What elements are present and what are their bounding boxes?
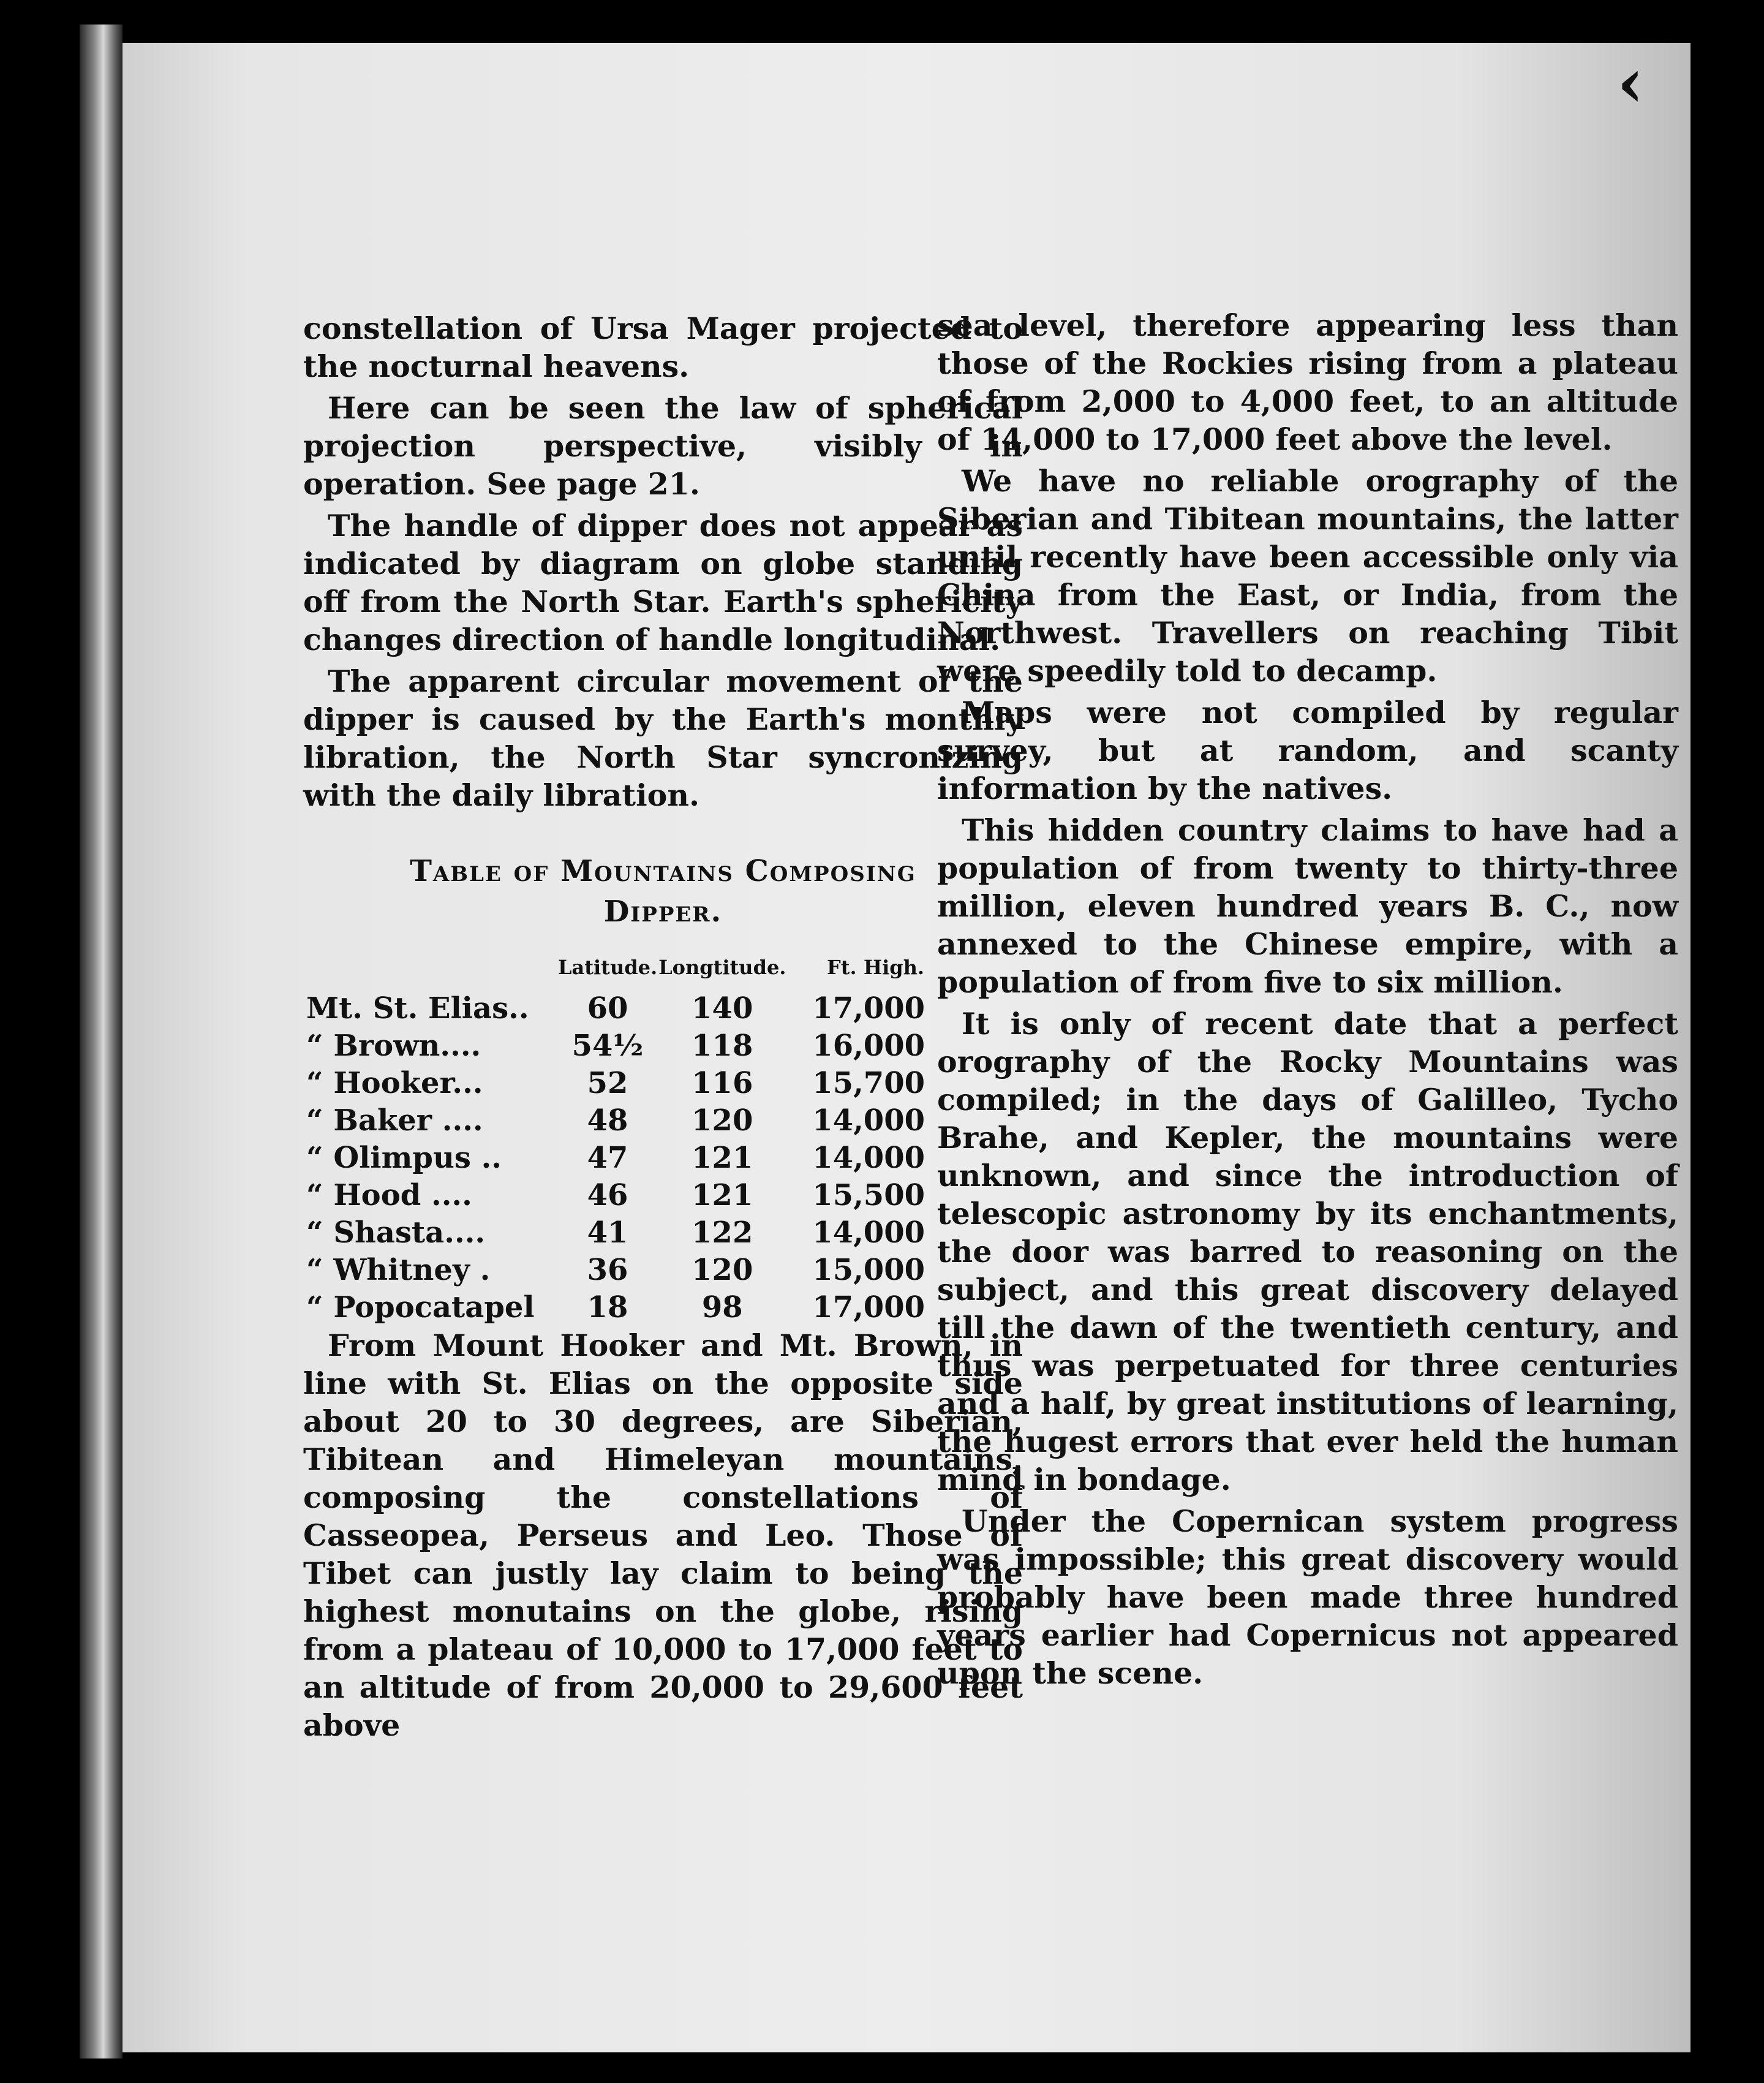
table-row: [306, 1027, 925, 1065]
longitude-cell: 140: [692, 991, 753, 1026]
longitude-cell: 121: [692, 1141, 753, 1175]
table-header-row: [306, 956, 925, 990]
height-cell: 14,000: [812, 1215, 925, 1250]
table-row: [306, 1177, 925, 1214]
mountain-name-cell: “ Brown....: [306, 1029, 481, 1063]
right-paragraph-1: sea level, therefore appearing less than those of the Rockies rising from a plateau of from 2,000 to 4,000 feet, to an altitude of 14,000 to 17,000 feet above the level.: [937, 308, 1678, 457]
mountain-name-cell: “ Olimpus ..: [306, 1141, 502, 1175]
right-paragraph-5: It is only of recent date that a perfect orography of the Rocky Mountains was compiled; in the days of Galilleo, Tycho Brahe, and Kepler, the mountains were unknown, and since the introduction of telescopic astronomy by its enchantments, the door was barred to reasoning on the subject, and this great discovery delayed till the dawn of the twentieth century, and thus was perpetuated for three centuries and a half, by great institutions of learning, the hugest errors that ever held the human mind in bondage.: [937, 1006, 1678, 1497]
table-row: [306, 1252, 925, 1289]
mountain-name-cell: Mt. St. Elias..: [306, 991, 529, 1026]
table-row: [306, 990, 925, 1027]
height-cell: 15,500: [812, 1178, 925, 1212]
longitude-cell: 118: [692, 1029, 753, 1063]
mountain-name-cell: “ Shasta....: [306, 1215, 486, 1250]
mountains-table: [306, 956, 925, 1326]
right-paragraph-3: Maps were not compiled by regular survey, but at random, and scanty information by the natives.: [937, 695, 1678, 806]
latitude-cell: 48: [587, 1103, 628, 1138]
latitude-cell: 52: [587, 1066, 628, 1100]
latitude-cell: 18: [587, 1290, 628, 1325]
left-paragraph-2: Here can be seen the law of spherical projection perspective, visibly in operation. See page 21.: [303, 390, 1023, 502]
height-cell: 17,000: [812, 991, 925, 1026]
table-row: [306, 1214, 925, 1252]
height-cell: 15,000: [812, 1253, 925, 1287]
header-name: [306, 956, 557, 990]
corner-smudge-mark: ‹: [1617, 43, 1644, 122]
book-page: [123, 43, 1691, 2052]
right-paragraph-2: We have no reliable orography of the Siberian and Tibitean mountains, the latter until recently have been accessible only via China from the East, or India, from the Northwest. Travellers on reaching Tibit were speedily told to decamp.: [937, 463, 1678, 689]
longitude-cell: 120: [692, 1253, 753, 1287]
height-cell: 16,000: [812, 1029, 925, 1063]
mountain-name-cell: “ Hood ....: [306, 1178, 472, 1212]
table-title: [303, 851, 1023, 932]
left-paragraph-5: From Mount Hooker and Mt. Brown, in line with St. Elias on the opposite side about 20 to 30 degrees, are Siberian, Tibitean and Himeleyan mountains, composing the constellations of Casseopea, Perseus and Leo. Those of Tibet can justly lay claim to being the highest monutains on the globe, rising from a plateau of 10,000 to 17,000 feet to an altitude of from 20,000 to 29,600 feet above: [303, 1328, 1023, 1743]
header-latitude: Latitude.: [558, 956, 658, 979]
right-paragraph-6: Under the Copernican system progress was impossible; this great discovery would probably have been made three hundred years earlier had Copernicus not appeared upon the scene.: [937, 1503, 1678, 1691]
latitude-cell: 36: [587, 1253, 628, 1287]
table-row: [306, 1065, 925, 1102]
table-body: [306, 990, 925, 1326]
right-paragraph-4: This hidden country claims to have had a population of from twenty to thirty-three million, eleven hundred years B. C., now annexed to the Chinese empire, with a population of from five to six million.: [937, 812, 1678, 1000]
latitude-cell: 47: [587, 1141, 628, 1175]
table-title-line-2: Dipper.: [603, 894, 723, 929]
left-column: [303, 309, 1023, 1748]
height-cell: 14,000: [812, 1103, 925, 1138]
mountain-name-cell: “ Hooker...: [306, 1066, 483, 1100]
longitude-cell: 116: [692, 1066, 753, 1100]
latitude-cell: 41: [587, 1215, 628, 1250]
latitude-cell: 60: [587, 991, 628, 1026]
table-title-line-1: Table of Mountains Composing: [410, 854, 916, 888]
table-row: [306, 1102, 925, 1140]
table-row: [306, 1289, 925, 1326]
mountain-name-cell: “ Whitney .: [306, 1253, 491, 1287]
longitude-cell: 122: [692, 1215, 753, 1250]
right-column: [937, 306, 1678, 1696]
book-spine: [80, 25, 123, 2058]
left-paragraph-4: The apparent circular movement of the dipper is caused by the Earth's monthly libration, the North Star syncronizing with the daily libration.: [303, 663, 1023, 813]
mountain-name-cell: “ Baker ....: [306, 1103, 483, 1138]
longitude-cell: 98: [701, 1290, 743, 1325]
header-height: Ft. High.: [827, 956, 924, 979]
left-paragraph-3: The handle of dipper does not appear as indicated by diagram on globe standing off from the North Star. Earth's sphericity changes direction of handle longitudinal.: [303, 508, 1023, 657]
table-row: [306, 1140, 925, 1177]
longitude-cell: 120: [692, 1103, 753, 1138]
longitude-cell: 121: [692, 1178, 753, 1212]
latitude-cell: 54½: [571, 1029, 644, 1063]
latitude-cell: 46: [587, 1178, 628, 1212]
left-paragraph-1: constellation of Ursa Mager projected to the nocturnal heavens.: [303, 311, 1023, 384]
height-cell: 17,000: [812, 1290, 925, 1325]
mountain-name-cell: “ Popocatapel: [306, 1290, 535, 1325]
height-cell: 15,700: [812, 1066, 925, 1100]
header-longitude: Longtitude.: [658, 956, 786, 979]
height-cell: 14,000: [812, 1141, 925, 1175]
